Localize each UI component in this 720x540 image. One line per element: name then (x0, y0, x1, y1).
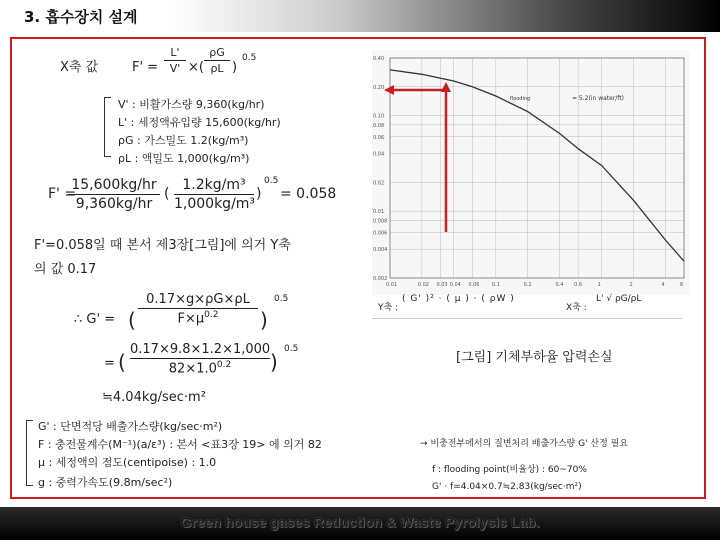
x-frac1-num: L' (170, 46, 180, 59)
x-tick-label: 0.4 (555, 282, 564, 288)
y-tick-label: 0.004 (373, 247, 388, 254)
def2-item: g : 중력가속도(9.8m/sec²) (38, 476, 173, 489)
y-tick-label: 0.10 (373, 113, 385, 120)
x-tick-label: 0.06 (468, 282, 480, 288)
x-frac2-den: ρL (210, 62, 224, 75)
x-formula-exp: 0.5 (242, 53, 257, 63)
chart-annotation-label: flooding (510, 96, 531, 102)
x-tick-label: 1 (597, 282, 601, 288)
x-tick-label: 0.04 (449, 282, 461, 288)
calc-frac1 (68, 177, 160, 212)
def2-item: μ : 세정액의 점도(centipoise) : 1.0 (38, 456, 217, 469)
footer-bar (0, 507, 720, 540)
calc-lhs: F' = (48, 186, 77, 202)
def2-item: F : 충전물계수(M⁻¹)(a/ε³) : 본서 <표3장 19> 에 의거 82 (38, 438, 322, 451)
y-tick-label: 0.008 (373, 218, 388, 225)
y-tick-label: 0.02 (373, 180, 385, 187)
defs2-brace (26, 420, 27, 486)
x-formula-close: ) (232, 60, 238, 75)
g2-paren-close: ) (270, 350, 278, 374)
calc-frac2-den: 1,000kg/m³ (174, 196, 256, 212)
chart-annotation-value: = 5.2(in water/ft) (572, 95, 625, 102)
calc-frac2-num: 1.2kg/m³ (182, 177, 246, 193)
x-formula-frac2 (204, 46, 230, 75)
x-value-label: X축 값 (60, 60, 99, 75)
statement-line-2: 의 값 0.17 (34, 262, 97, 277)
g2-frac-num: 0.17×9.8×1.2×1,000 (130, 342, 271, 357)
x-formula-frac1 (164, 46, 186, 75)
g2-lhs: = (104, 356, 115, 371)
note-line: G' · f=4.04×0.7≒2.83(kg/sec·m²) (432, 482, 582, 492)
x-tick-label: 0.6 (574, 282, 583, 288)
g-paren-close: ) (260, 308, 268, 332)
y-tick-label: 0.08 (373, 122, 385, 129)
y-formula-label: Y축 : (378, 303, 399, 313)
x-tick-label: 4 (661, 282, 665, 288)
title-bar (0, 0, 720, 32)
calc-frac1-den: 9,360kg/hr (75, 196, 153, 212)
footer-text: Green house gases Reduction & Waste Pyrolysis Lab. (180, 514, 540, 530)
g2-frac (130, 342, 270, 376)
y-tick-label: 0.20 (373, 84, 385, 91)
defs-brace (104, 97, 105, 157)
y-tick-label: 0.002 (373, 276, 388, 282)
x-tick-label: 0.01 (386, 282, 398, 288)
def-item: ρL : 액밀도 1,000(kg/m³) (118, 152, 250, 165)
y-tick-label: 0.06 (373, 134, 385, 141)
calc-exp: 0.5 (264, 176, 279, 186)
g-paren-open: ( (128, 308, 136, 332)
def-item: L' : 세정액유입량 15,600(kg/hr) (118, 116, 281, 129)
calc-result: = 0.058 (280, 186, 337, 202)
x-formula-times: ×( (188, 60, 204, 75)
slide-title: 3. 흡수장치 설계 (24, 8, 138, 26)
g2-frac-den-exp: 0.2 (216, 360, 232, 370)
g-frac-den: F×μ (177, 311, 205, 327)
pressure-drop-chart (372, 50, 690, 295)
note-line: → 비충전부에서의 질변처리 배출가스량 G' 산정 필요 (420, 439, 629, 449)
paren-close: ) (256, 186, 262, 202)
x-formula-label: X축 : (566, 303, 587, 313)
def-item: V' : 비활가스량 9,360(kg/hr) (118, 98, 265, 111)
g-frac-num: 0.17×g×ρG×ρL (146, 292, 250, 307)
chart-caption: [그림] 기체부하율 압력손실 (456, 350, 613, 365)
x-frac1-den: V' (169, 62, 181, 75)
x-formula: L' √ ρG/ρL (596, 294, 642, 304)
g-lhs: ∴ G' = (74, 312, 116, 327)
y-tick-label: 0.40 (373, 56, 385, 62)
def-item: ρG : 가스밀도 1.2(kg/m³) (118, 134, 249, 147)
note-line: f : flooding point(비율상) : 60~70% (432, 465, 587, 475)
divider (372, 318, 682, 319)
calc-frac1-num: 15,600kg/hr (71, 177, 157, 193)
x-tick-label: 2 (629, 282, 633, 288)
g2-paren-open: ( (118, 350, 126, 374)
g2-frac-den: 82×1.0 (168, 361, 217, 377)
g-frac (138, 292, 258, 326)
x-tick-label: 0.2 (523, 282, 532, 288)
x-tick-label: 0.02 (417, 282, 429, 288)
g-frac-den-exp: 0.2 (204, 310, 219, 320)
x-tick-label: 0.03 (436, 282, 448, 288)
g-result: ≒4.04kg/sec·m² (102, 390, 206, 405)
statement-line-1: F'=0.058일 때 본서 제3장[그림]에 의거 Y축 (34, 238, 291, 253)
y-tick-label: 0.04 (373, 151, 385, 158)
paren-open: ( (164, 186, 170, 202)
g2-exp: 0.5 (284, 344, 299, 354)
x-tick-label: 6 (680, 282, 684, 288)
y-tick-label: 0.006 (373, 230, 388, 237)
x-tick-label: 0.1 (491, 282, 500, 288)
def2-item: G' : 단면적당 배출가스량(kg/sec·m²) (38, 420, 223, 433)
calc-frac2 (174, 177, 254, 212)
x-formula-lhs: F' = (132, 60, 159, 75)
x-frac2-num: ρG (209, 46, 225, 59)
g-exp: 0.5 (274, 294, 289, 304)
y-tick-label: 0.01 (373, 209, 385, 216)
y-formula: ( G' )² · ( μ ) · ( ρW ) (402, 294, 515, 304)
